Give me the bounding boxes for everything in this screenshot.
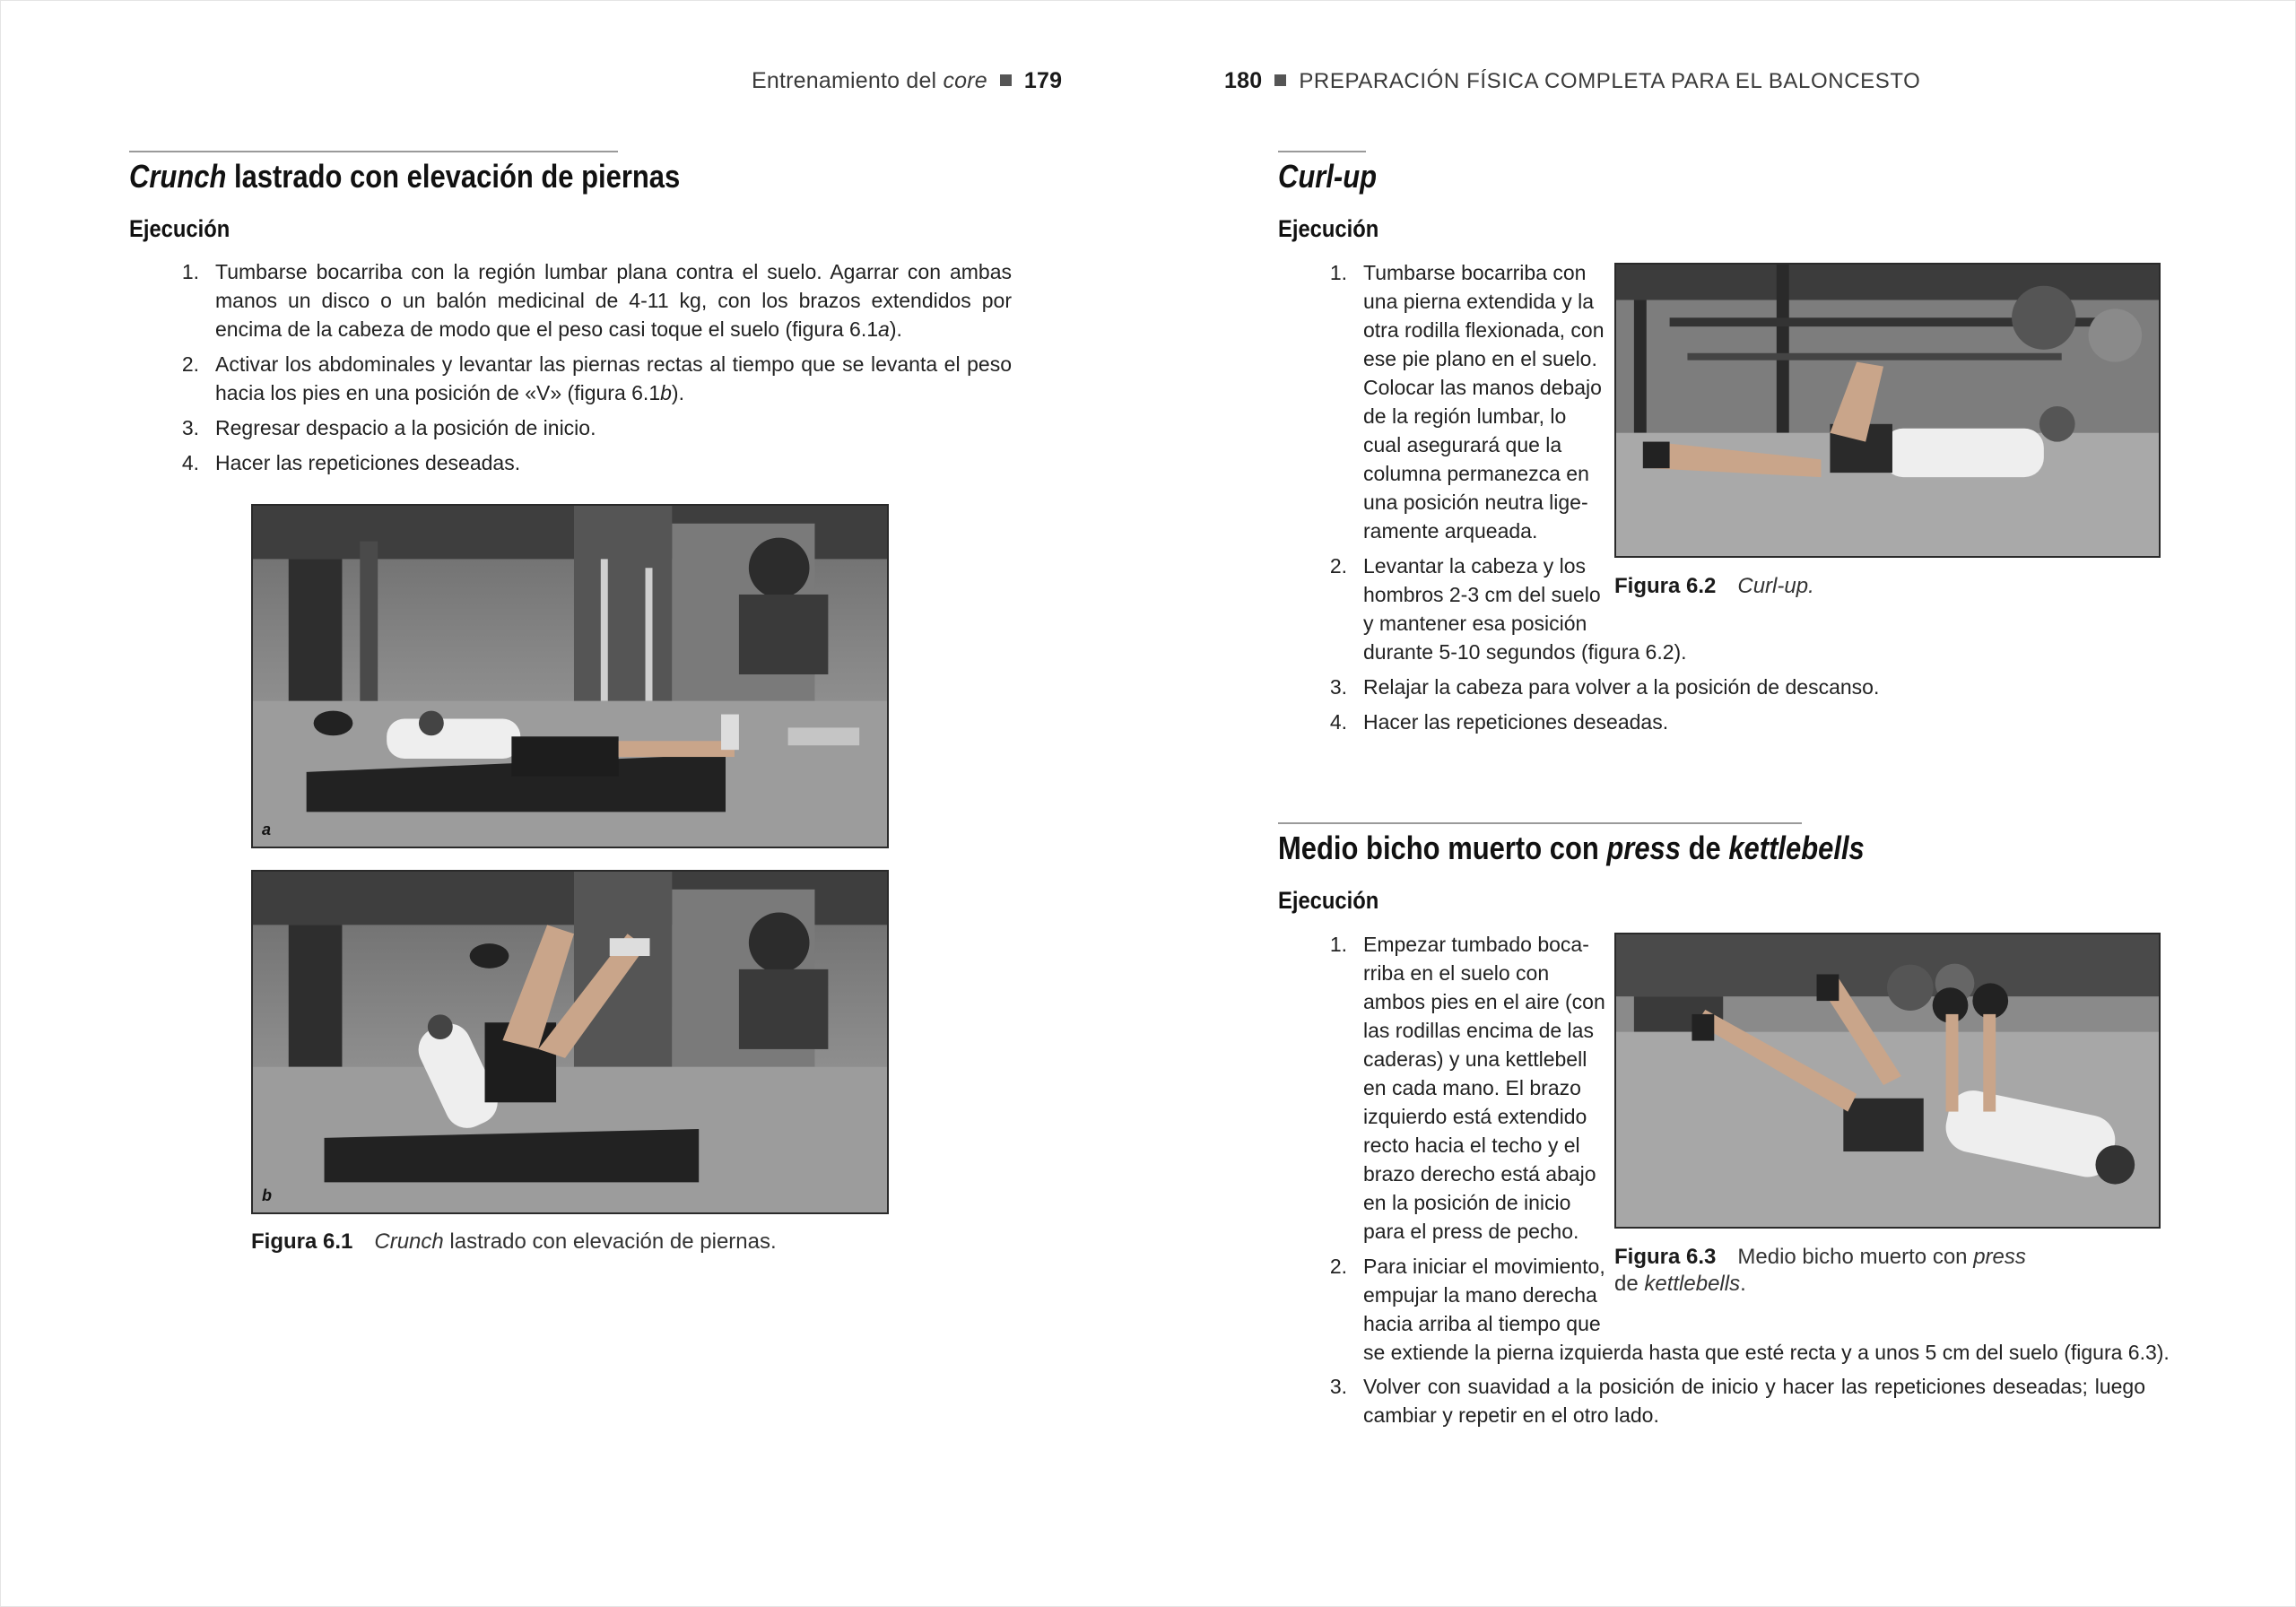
step-number: 3. (1329, 1375, 1347, 1398)
step-text: Empezar tumbado boca- rriba en el suelo con ambos pies en el aire (con las rodillas encima de las caderas) y una kettlebell en cada mano. El brazo izquierdo está extendido recto hacia el techo y el brazo derecho está abajo en la posición de inicio para el press de pecho. (1363, 933, 1605, 1243)
section-rule (1278, 151, 1366, 152)
section-rule (1278, 822, 1802, 824)
gym-photo-b (253, 872, 887, 1212)
step-number: 3. (181, 416, 199, 439)
photo-crunch-b (251, 870, 889, 1214)
steps-list-crunch (172, 257, 1012, 483)
list-item (1320, 930, 1643, 1246)
step-text: Hacer las repeticiones deseadas. (215, 451, 521, 474)
photo-dead-bug (1614, 933, 2161, 1229)
list-item (1320, 1372, 2145, 1429)
step-text: Relajar la cabeza para volver a la posición de descanso. (1363, 675, 1880, 699)
photo-curl-up (1614, 263, 2161, 558)
list-item (172, 350, 1012, 407)
steps-dead-bug-wide (1320, 1372, 2145, 1436)
section-rule (129, 151, 618, 152)
step-text: Tumbarse bocarriba con una pierna extendida y la otra rodilla flexionada, con ese pie plano en el suelo. Colocar las manos debajo de la región lumbar, lo cual asegurará que la columna permanezca en una posición neutra lige- ramente arqueada. (1363, 261, 1605, 543)
step-number: 1. (1329, 933, 1347, 956)
step-number: 2. (1329, 554, 1347, 578)
title-rest: lastrado con elevación de piernas (226, 158, 681, 195)
section-title-dead-bug: Medio bicho muerto con press de kettlebells (1278, 830, 1865, 866)
step-text: Regresar despacio a la posición de inicio. (215, 416, 596, 439)
step-text: Para iniciar el movimiento, empujar la mano derecha hacia arriba al tiempo que se extiende la pierna izquierda hasta que esté recta y a unos 5 cm del suelo (figura 6.3). (1363, 1255, 2170, 1364)
photo-label-b: b (262, 1186, 272, 1204)
right-page (1148, 0, 2296, 1607)
gym-photo-a (253, 506, 887, 847)
list-item (1320, 552, 1687, 666)
figure-label: Figura 6.1 (251, 1229, 353, 1254)
list-item (1320, 258, 1643, 545)
list-item (172, 448, 1012, 477)
section-title-curl-up: Curl-up (1278, 158, 1378, 195)
photo-label-a: a (262, 821, 272, 838)
step-number: 4. (1329, 710, 1347, 734)
steps-curl-up-narrow (1320, 258, 1687, 673)
step-number: 3. (1329, 675, 1347, 699)
running-head-left (752, 68, 1062, 94)
figure-label: Figura 6.3 (1614, 1245, 1717, 1269)
running-head-right (1224, 68, 1920, 94)
gym-photo-curl-up (1616, 265, 2159, 556)
list-item (172, 413, 1012, 442)
figure-caption-6-1: Figura 6.1 Crunch lastrado con elevación de piernas. (251, 1229, 777, 1254)
step-number: 1. (1329, 261, 1347, 284)
list-item (172, 257, 1012, 343)
step-number: 2. (181, 352, 199, 376)
title-italic: Crunch (129, 158, 227, 195)
figure-caption-6-2: Figura 6.2 Curl-up. (1614, 574, 1814, 598)
page-number-180: 180 (1224, 68, 1263, 93)
book-title: PREPARACIÓN FÍSICA COMPLETA PARA EL BALONCESTO (1299, 69, 1921, 93)
square-bullet-icon (1000, 74, 1012, 86)
subhead-ejecucion: Ejecución (129, 215, 230, 242)
gym-photo-dead-bug (1616, 934, 2159, 1227)
step-text: Tumbarse bocarriba con la región lumbar plana contra el suelo. Agarrar con ambas manos un disco o un balón medicinal de 4-11 kg, con los brazos extendidos por encima de la cabeza de modo que el peso casi toque el suelo (figura 6.1a). (215, 260, 1012, 341)
running-head-chapter-italic: core (943, 68, 987, 93)
step-number: 4. (181, 451, 199, 474)
steps-curl-up-wide (1320, 673, 2127, 743)
subhead-ejecucion: Ejecución (1278, 887, 1379, 914)
list-item (1320, 708, 2127, 736)
step-text: Volver con suavidad a la posición de inicio y hacer las repeticiones deseadas; luego cambiar y repetir en el otro lado. (1363, 1375, 2145, 1427)
section-title-crunch (129, 158, 680, 195)
running-head-chapter: Entrenamiento del (752, 68, 944, 93)
photo-crunch-a (251, 504, 889, 848)
step-text: Activar los abdominales y levantar las piernas rectas al tiempo que se levanta el peso hacia los pies en una posición de «V» (figura 6.1b). (215, 352, 1012, 404)
figure-label: Figura 6.2 (1614, 574, 1717, 598)
list-item (1320, 673, 2127, 701)
figure-caption-6-3: Figura 6.3 Medio bicho muerto con press de kettlebells. (1614, 1245, 2026, 1296)
step-number: 2. (1329, 1255, 1347, 1278)
step-number: 1. (181, 260, 199, 283)
page-number-179: 179 (1023, 68, 1063, 93)
square-bullet-icon (1274, 74, 1286, 86)
step-text: Levantar la cabeza y los hombros 2-3 cm del suelo y mantener esa posición durante 5-10 segundos (figura 6.2). (1363, 554, 1687, 664)
subhead-ejecucion: Ejecución (1278, 215, 1379, 242)
step-text: Hacer las repeticiones deseadas. (1363, 710, 1669, 734)
